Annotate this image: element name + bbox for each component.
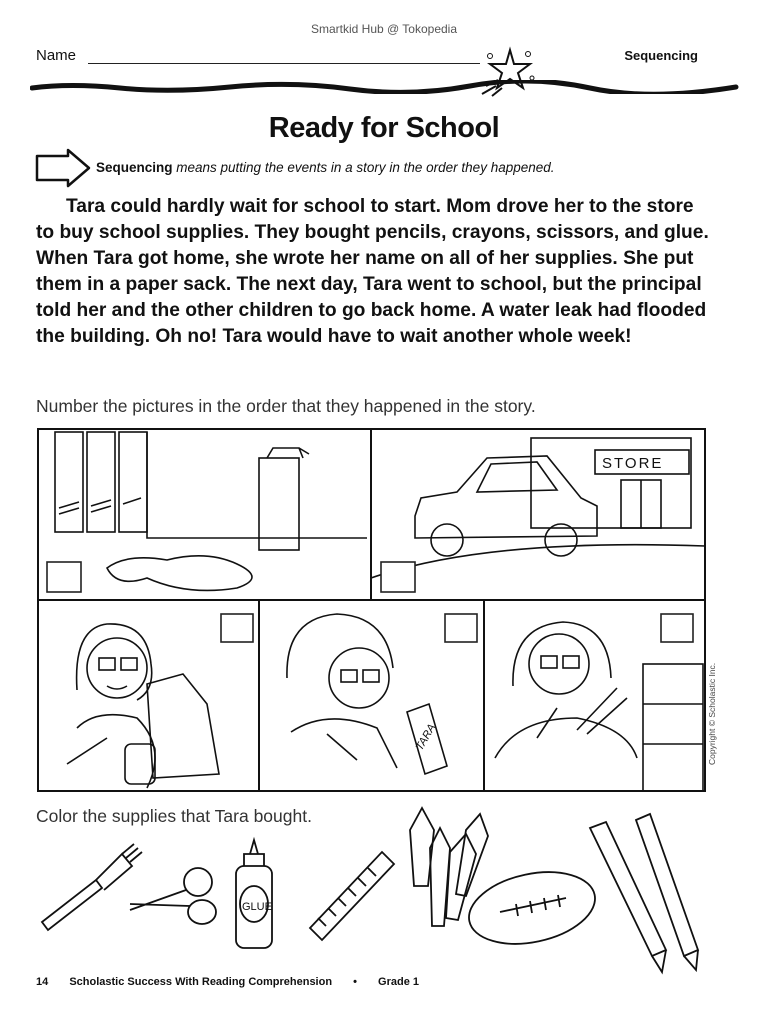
header-divider — [30, 80, 740, 94]
footer — [36, 976, 437, 988]
number-box-5[interactable] — [661, 614, 693, 642]
watermark: Smartkid Hub @ Tokopedia — [310, 22, 458, 36]
name-label: Name — [36, 47, 77, 64]
definition-term: Sequencing — [96, 160, 173, 175]
panel-flooded-school — [55, 432, 367, 590]
story-paragraph: Tara could hardly wait for school to start. Mom drove her to the store to buy school supplies. They bought pencils, crayons, scissors, and glue. When Tara got home, she wrote her name on all of her supplies. She put them in a paper sack. The next day, Tara went to school, but the principal told her and the other children to go back home. A water leak had flooded the building. Oh no! Tara would have to wait another whole week! — [36, 196, 709, 347]
copyright: Copyright © Scholastic Inc. — [707, 662, 717, 765]
crayons-icon — [410, 808, 488, 926]
pencils-icon — [590, 814, 698, 972]
glue-bottle-label: GLUE — [242, 901, 272, 913]
instruction-color-supplies: Color the supplies that Tara bought. — [36, 806, 312, 826]
number-box-4[interactable] — [445, 614, 477, 642]
paintbrush-icon — [42, 844, 142, 930]
scissors-icon — [130, 868, 216, 924]
definition-text: means putting the events in a story in the order they happened. — [172, 160, 555, 175]
panel-girl-sack — [67, 624, 219, 788]
number-box-3[interactable] — [221, 614, 253, 642]
page-title: Ready for School — [268, 112, 500, 144]
comb-icon — [310, 852, 394, 940]
topic-label: Sequencing — [624, 48, 698, 63]
definition — [96, 160, 555, 175]
picture-grid — [37, 428, 706, 792]
page-number: 14 — [36, 976, 49, 988]
store-sign: STORE — [602, 455, 664, 472]
book-title: Scholastic Success With Reading Comprehension — [69, 976, 333, 988]
instruction-number-pictures: Number the pictures in the order that they happened in the story. — [36, 396, 536, 416]
number-box-2[interactable] — [381, 562, 415, 592]
grade-label: Grade 1 — [378, 976, 420, 988]
football-icon — [462, 861, 601, 954]
panel-girl-at-school — [495, 622, 703, 792]
arrow-icon — [34, 148, 92, 188]
name-field[interactable] — [88, 63, 480, 64]
story-text — [36, 194, 716, 350]
glue-bottle-icon — [236, 840, 272, 948]
number-box-1[interactable] — [47, 562, 81, 592]
supplies-row — [30, 800, 720, 980]
footer-bullet: • — [353, 976, 357, 988]
glue-label-tara: TARA — [413, 721, 439, 753]
